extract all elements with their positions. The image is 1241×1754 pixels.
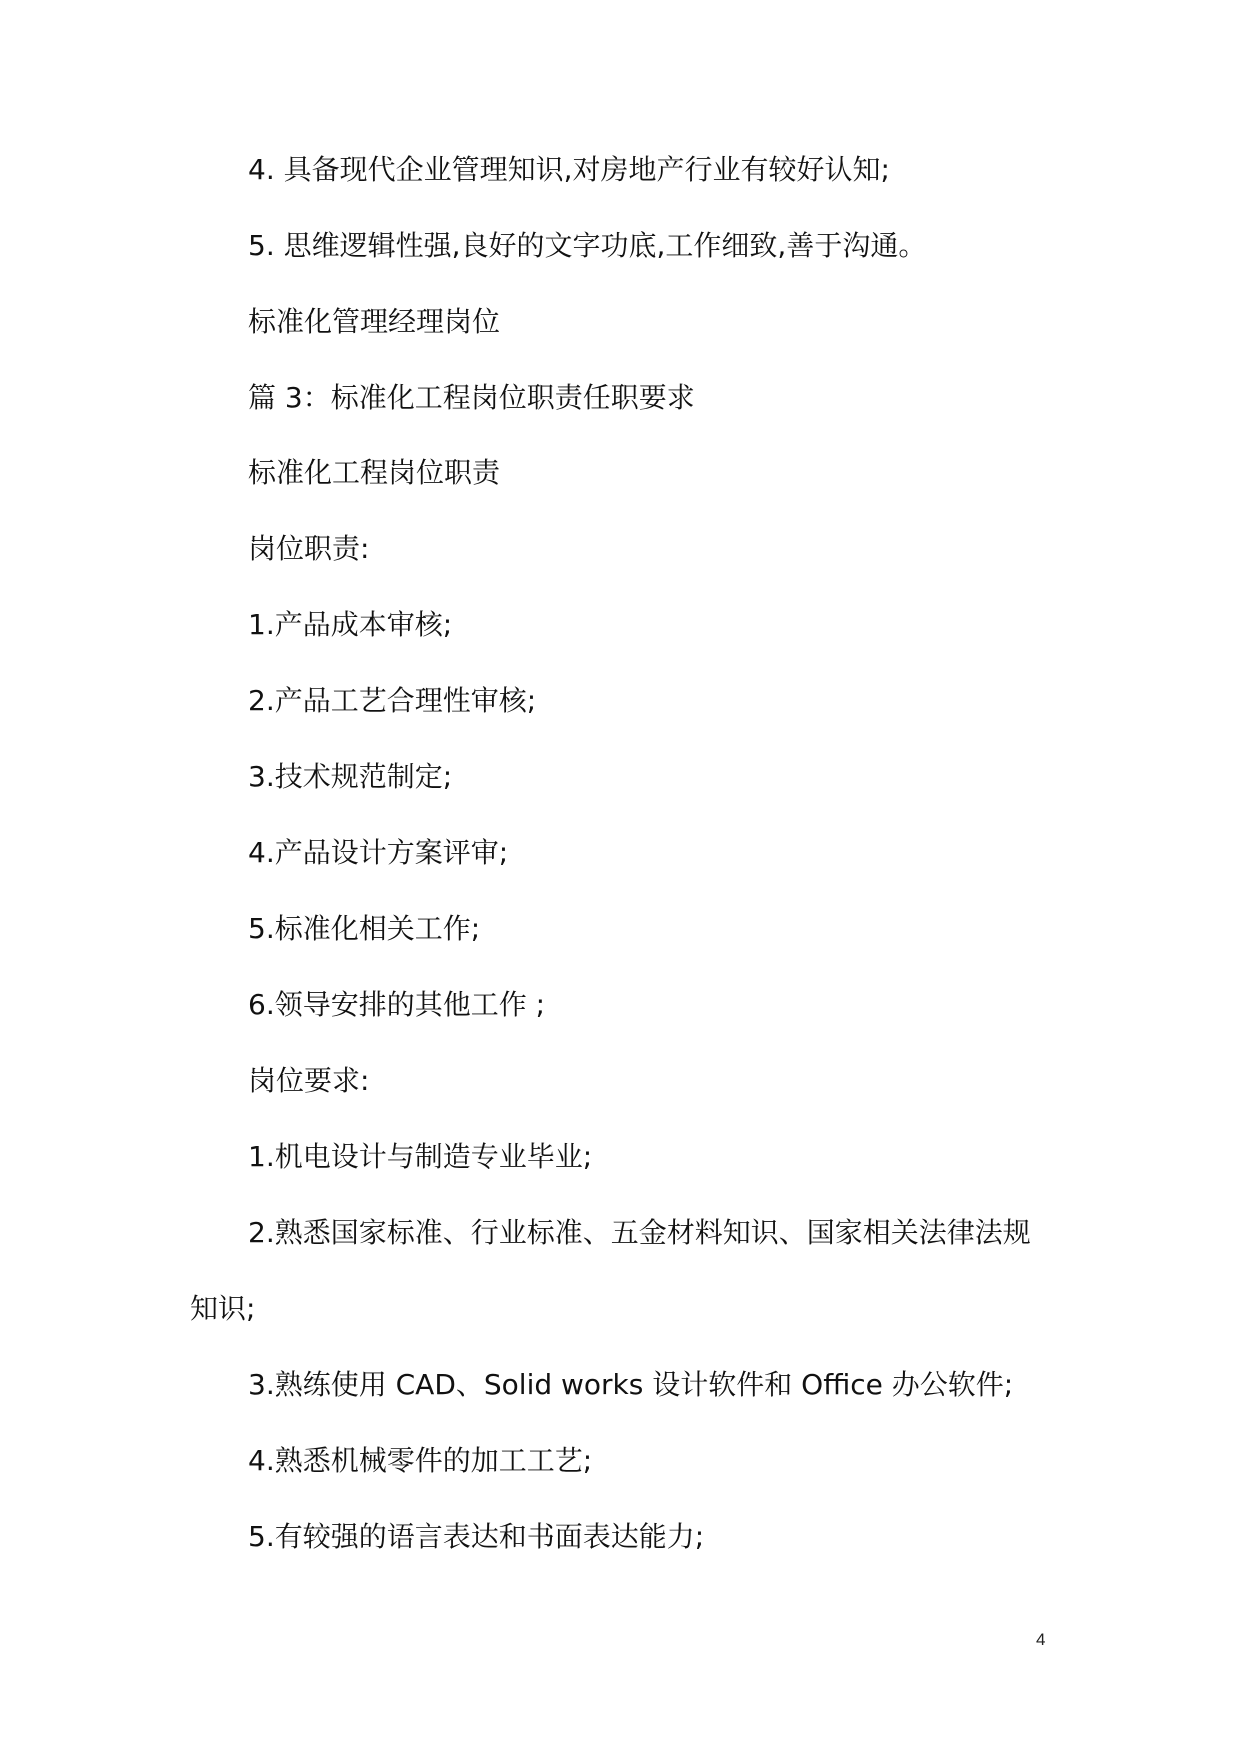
list-item: 3.技术规范制定; <box>248 760 453 793</box>
list-item-continuation: 知识; <box>190 1292 256 1325</box>
list-item: 3.熟练使用 CAD、Solid works 设计软件和 Office 办公软件; <box>248 1368 1014 1401</box>
subsection-heading: 岗位职责: <box>248 532 370 565</box>
list-item: 2.熟悉国家标准、行业标准、五金材料知识、国家相关法律法规 <box>248 1216 1031 1249</box>
section-heading: 标准化管理经理岗位 <box>248 305 501 338</box>
list-item: 6.领导安排的其他工作 ; <box>248 988 546 1021</box>
list-item: 2.产品工艺合理性审核; <box>248 684 537 717</box>
paragraph-line: 4. 具备现代企业管理知识,对房地产行业有较好认知; <box>248 153 890 186</box>
list-item: 1.产品成本审核; <box>248 608 453 641</box>
list-item: 4.熟悉机械零件的加工工艺; <box>248 1444 593 1477</box>
subsection-heading: 岗位要求: <box>248 1064 370 1097</box>
section-heading: 标准化工程岗位职责 <box>248 456 501 489</box>
list-item: 5.标准化相关工作; <box>248 912 481 945</box>
list-item: 5.有较强的语言表达和书面表达能力; <box>248 1520 705 1553</box>
chapter-title: 篇 3：标准化工程岗位职责任职要求 <box>248 381 695 414</box>
paragraph-line: 5. 思维逻辑性强,良好的文字功底,工作细致,善于沟通。 <box>248 229 927 262</box>
page-number: 4 <box>1036 1630 1046 1649</box>
list-item: 1.机电设计与制造专业毕业; <box>248 1140 593 1173</box>
list-item: 4.产品设计方案评审; <box>248 836 509 869</box>
